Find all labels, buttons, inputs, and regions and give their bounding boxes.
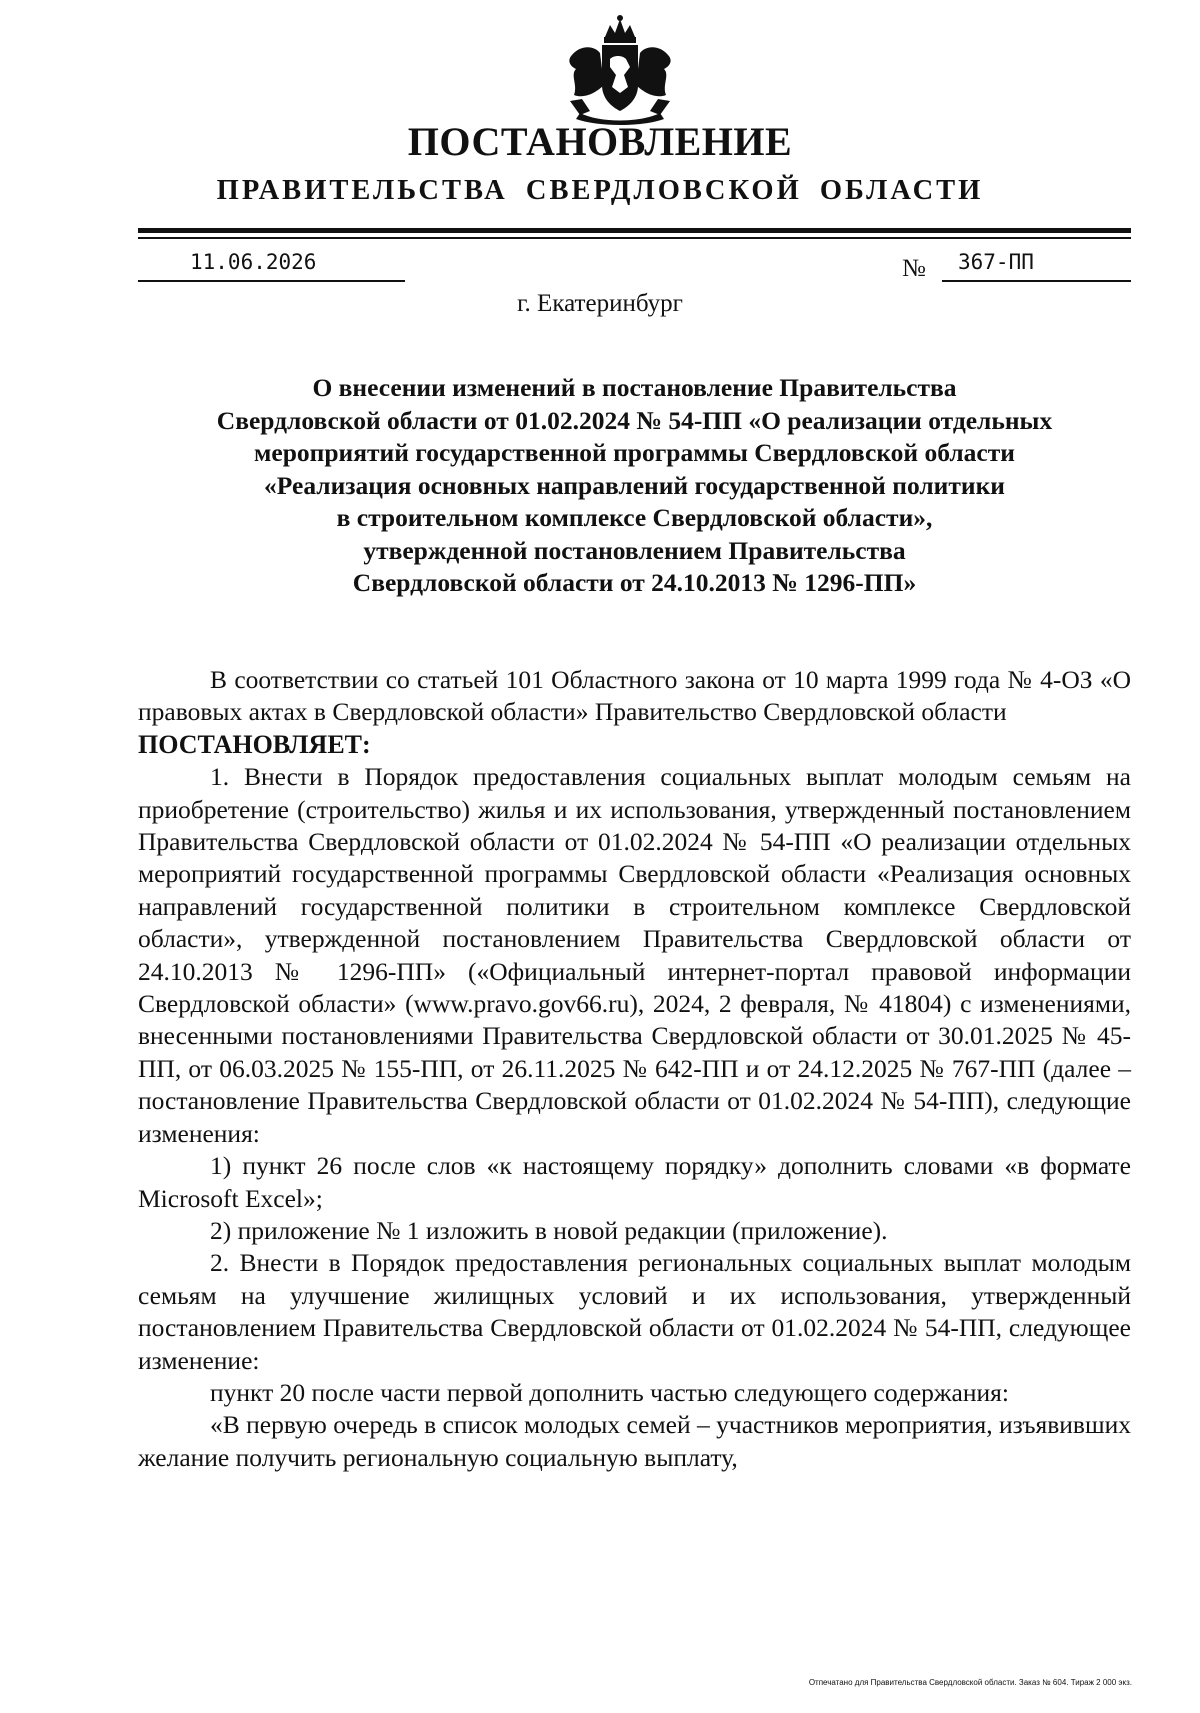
document-type-title: ПОСТАНОВЛЕНИЕ <box>407 119 793 164</box>
heading-line: в строительном комплексе Свердловской области», <box>336 503 933 532</box>
header-divider-thick <box>138 228 1131 233</box>
heading-line: мероприятий государственной программы Свердловской области <box>254 438 1015 467</box>
heading-line: О внесении изменений в постановление Правительства <box>312 373 957 402</box>
document-heading <box>138 372 1131 600</box>
paragraph-1: 1. Внести в Порядок предоставления социальных выплат молодым семьям на приобретение (строительство) жилья и их использования, утвержденный постановлением Правительства Свердловской области от 01.02.2024 № 54-ПП «О реализации отдельных мероприятий государственной программы Свердловской области «Реализация основных направлений государственной политики в строительном комплексе Свердловской области», утвержденной постановлением Правительства Свердловской области от 24.10.2013 № 1296-ПП» («Официальный интернет-портал правовой информации Свердловской области» (www.pravo.gov66.ru), 2024, 2 февраля, № 41804) с изменениями, внесенными постановлениями Правительства Свердловской области от 30.01.2025 № 45-ПП, от 06.03.2025 № 155-ПП, от 26.11.2025 № 642-ПП и от 24.12.2025 № 767-ПП (далее – постановление Правительства Свердловской области от 01.02.2024 № 54-ПП), следующие изменения: <box>138 762 1131 1148</box>
issuing-authority: ПРАВИТЕЛЬСТВА СВЕРДЛОВСКОЙ ОБЛАСТИ <box>216 175 984 206</box>
document-date: 11.06.2026 <box>190 250 317 274</box>
paragraph-2-item-a: пункт 20 после части первой дополнить частью следующего содержания: <box>210 1377 1009 1407</box>
heading-line: утвержденной постановлением Правительства <box>363 535 906 565</box>
number-underline <box>942 280 1131 282</box>
paragraph-1-item-2: 2) приложение № 1 изложить в новой редакции (приложение). <box>210 1215 888 1245</box>
issue-city: г. Екатеринбург <box>517 290 683 317</box>
document-body <box>138 664 1131 1474</box>
document-number: 367-ПП <box>958 250 1034 274</box>
coat-of-arms-icon <box>560 15 680 127</box>
paragraph-2: 2. Внести в Порядок предоставления региональных социальных выплат молодым семьям на улучшение жилищных условий и их использования, утвержденный постановлением Правительства Свердловской области от 01.02.2024 № 54-ПП, следующее изменение: <box>138 1248 1131 1375</box>
decree-word: ПОСТАНОВЛЯЕТ: <box>138 729 371 759</box>
paragraph-2-item-b: «В первую очередь в список молодых семей – участников мероприятия, изъявивших желание получить региональную социальную выплату, <box>138 1410 1131 1472</box>
intro-paragraph: В соответствии со статьей 101 Областного закона от 10 марта 1999 года № 4-ОЗ «О правовых актах в Свердловской области» Правительство Свердловской области <box>138 665 1131 727</box>
number-sign: № <box>902 255 926 282</box>
paragraph-1-item-1: 1) пункт 26 после слов «к настоящему порядку» дополнить словами «в формате Microsoft Excel»; <box>138 1151 1131 1213</box>
header-divider-thin <box>138 237 1131 239</box>
heading-line: Свердловской области от 24.10.2013 № 1296-ПП» <box>352 568 917 597</box>
date-underline <box>138 280 405 282</box>
print-info-footer: Отпечатано для Правительства Свердловской области. Заказ № 604. Тираж 2 000 экз. <box>808 1678 1132 1687</box>
heading-line: «Реализация основных направлений государственной политики <box>264 470 1005 500</box>
heading-line: Свердловской области от 01.02.2024 № 54-ПП «О реализации отдельных <box>216 405 1053 435</box>
